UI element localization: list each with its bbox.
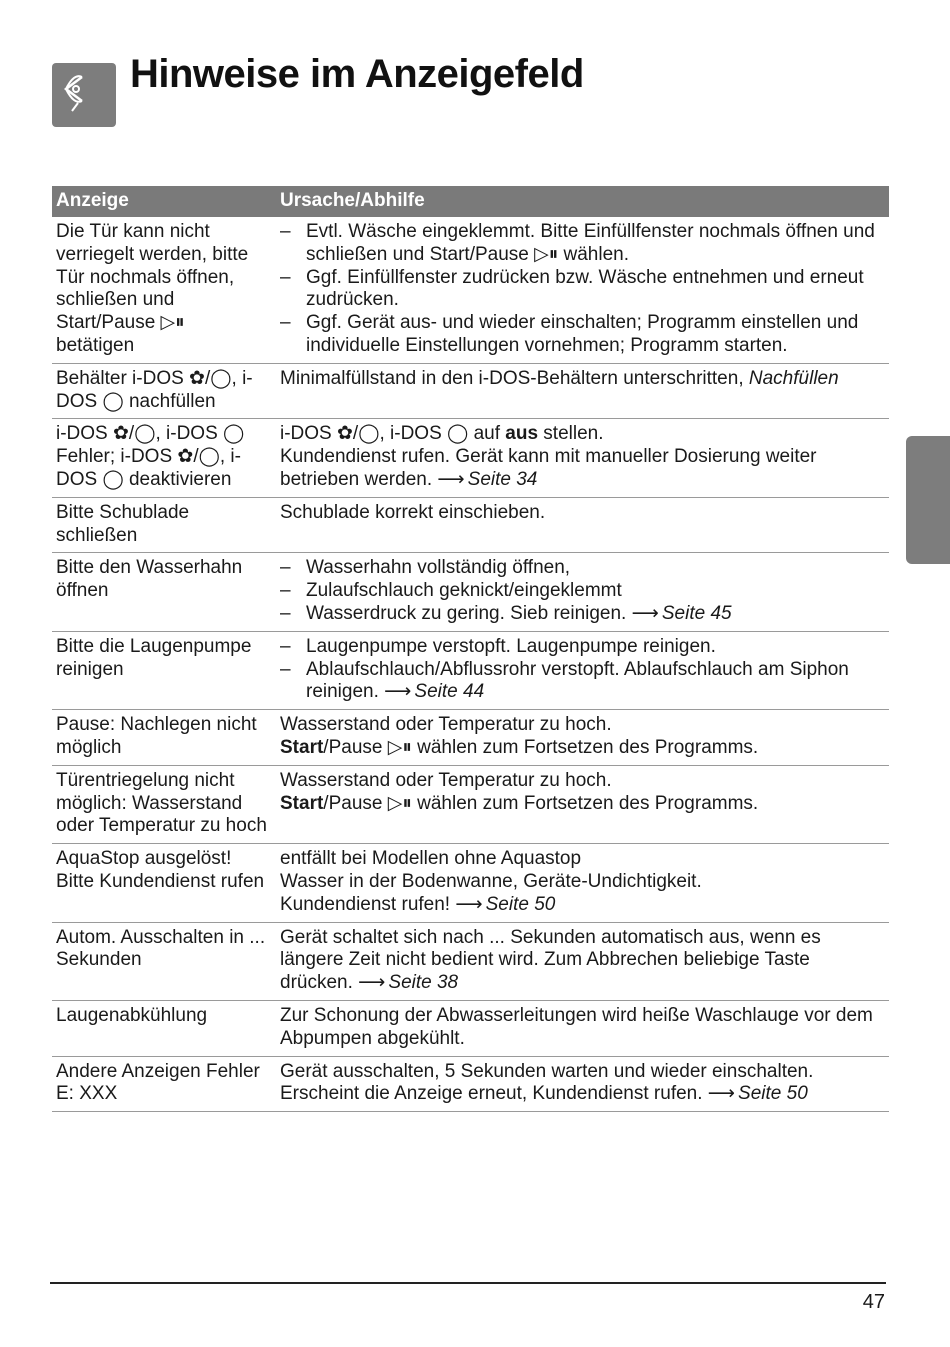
display-text: Andere Anzeigen Fehler E: XXX [52, 1056, 276, 1112]
table-row [52, 922, 889, 1000]
display-text: Bitte den Wasserhahn öffnen [52, 553, 276, 631]
remedy-text: stellen. [543, 423, 604, 445]
eye-info-icon [52, 63, 116, 127]
section-side-tab [906, 436, 950, 564]
arrow-right-icon: ⟶ [384, 681, 412, 703]
remedy-cell [276, 922, 889, 1000]
display-text: Laugenabkühlung [52, 1000, 276, 1056]
remedy-text: Wasserstand oder Temperatur zu hoch. [280, 714, 612, 736]
header-remedy: Ursache/Abhilfe [276, 186, 889, 217]
remedy-text: Gerät schaltet sich nach ... Sekunden automatisch aus, wenn es längere Zeit nicht bedient wird. Zum Abbrechen beliebige Taste drücken. [280, 926, 821, 994]
remedy-cell [276, 419, 889, 497]
table-row [52, 631, 889, 709]
table-header-row [52, 186, 889, 217]
page-reference: Seite 50 [738, 1083, 808, 1105]
display-text: Autom. Ausschalten in ... Sekunden [52, 922, 276, 1000]
remedy-cell [276, 1056, 889, 1112]
remedy-item [280, 659, 885, 705]
remedy-cell [276, 217, 889, 363]
remedy-bold: Start [280, 736, 324, 758]
display-text: Behälter i-DOS ✿/◯, i-DOS ◯ nachfüllen [52, 363, 276, 419]
arrow-right-icon: ⟶ [358, 972, 386, 994]
remedy-item [280, 603, 885, 626]
remedy-text: Minimalfüllstand in den i-DOS-Behältern unterschritten, [280, 367, 744, 389]
remedy-bold: Start [280, 792, 324, 814]
header-display: Anzeige [52, 186, 276, 217]
page-reference: Seite 44 [414, 681, 485, 703]
display-text: Bitte Schublade schließen [52, 497, 276, 553]
remedy-item: – Ggf. Gerät aus- und wieder einschalten; Programm einstellen und individuelle Einstellungen vornehmen; Programm starten. [280, 312, 885, 358]
remedy-cell [276, 710, 889, 766]
footer-divider [50, 1282, 886, 1284]
remedy-item: – Laugenpumpe verstopft. Laugenpumpe reinigen. [280, 636, 885, 659]
remedy-text: Erscheint die Anzeige erneut, Kundendienst rufen. [280, 1083, 703, 1105]
remedy-item: – Wasserhahn vollständig öffnen, [280, 557, 885, 580]
display-text: Bitte die Laugenpumpe reinigen [52, 631, 276, 709]
table-row [52, 765, 889, 843]
display-text: i-DOS ✿/◯, i-DOS ◯ Fehler; i-DOS ✿/◯, i-DOS ◯ deaktivieren [52, 419, 276, 497]
remedy-italic: Nachfüllen [748, 367, 839, 389]
remedy-text: Wasserstand oder Temperatur zu hoch. [280, 769, 612, 791]
remedy-cell [276, 765, 889, 843]
page-title: Hinweise im Anzeigefeld [130, 52, 584, 96]
page-reference: Seite 38 [388, 972, 459, 994]
display-text: Die Tür kann nicht verriegelt werden, bitte Tür nochmals öffnen, schließen und Start/Pause ▷⏸ betätigen [52, 217, 276, 363]
arrow-right-icon: ⟶ [631, 602, 659, 624]
table-row [52, 1056, 889, 1112]
display-text: Pause: Nachlegen nicht möglich [52, 710, 276, 766]
remedy-text: Zur Schonung der Abwasserleitungen wird heiße Waschlauge vor dem Abpumpen abgekühlt. [276, 1000, 889, 1056]
remedy-text: Kundendienst rufen. Gerät kann mit manueller Dosierung weiter betrieben werden. [280, 446, 817, 490]
page-reference: Seite 50 [485, 893, 556, 915]
remedy-item: – Ggf. Einfüllfenster zudrücken bzw. Wäsche entnehmen und erneut zudrücken. [280, 267, 885, 313]
remedy-text: Wasser in der Bodenwanne, Geräte-Undichtigkeit. [280, 870, 702, 892]
page-number: 47 [862, 1291, 885, 1313]
remedy-text: Kundendienst rufen! [280, 893, 451, 915]
page-reference: Seite 34 [467, 468, 538, 490]
remedy-bold: aus [505, 423, 539, 445]
table-row [52, 363, 889, 419]
table-row [52, 553, 889, 631]
table-row [52, 217, 889, 363]
table-row [52, 497, 889, 553]
remedy-text: /Pause ▷⏸ wählen zum Fortsetzen des Programms. [323, 736, 759, 758]
display-text: AquaStop ausgelöst! Bitte Kundendienst rufen [52, 844, 276, 922]
remedy-item-text: Wasserdruck zu gering. Sieb reinigen. [306, 602, 627, 624]
remedy-item-text: Ablaufschlauch/Abflussrohr verstopft. Ablaufschlauch am Siphon reinigen. [306, 658, 849, 703]
remedy-text: i-DOS ✿/◯, i-DOS ◯ auf [280, 423, 500, 445]
page-reference: Seite 45 [661, 602, 732, 624]
remedy-cell [276, 844, 889, 922]
remedy-cell [276, 631, 889, 709]
table-row [52, 419, 889, 497]
arrow-right-icon: ⟶ [437, 468, 465, 490]
remedy-text: Schublade korrekt einschieben. [276, 497, 889, 553]
remedy-cell [276, 363, 889, 419]
remedy-item: – Zulaufschlauch geknickt/eingeklemmt [280, 580, 885, 603]
remedy-text: entfällt bei Modellen ohne Aquastop [280, 848, 582, 870]
remedy-text: Gerät ausschalten, 5 Sekunden warten und wieder einschalten. [280, 1060, 814, 1082]
remedy-text: /Pause ▷⏸ wählen zum Fortsetzen des Programms. [323, 792, 759, 814]
remedy-item: – Evtl. Wäsche eingeklemmt. Bitte Einfüllfenster nochmals öffnen und schließen und Start/Pause ▷⏸ wählen. [280, 221, 885, 267]
display-text: Türentriegelung nicht möglich: Wasserstand oder Temperatur zu hoch [52, 765, 276, 843]
messages-table [52, 186, 889, 1112]
arrow-right-icon: ⟶ [455, 893, 483, 915]
table-row [52, 844, 889, 922]
arrow-right-icon: ⟶ [707, 1083, 736, 1105]
table-row [52, 710, 889, 766]
remedy-cell [276, 553, 889, 631]
table-row [52, 1000, 889, 1056]
